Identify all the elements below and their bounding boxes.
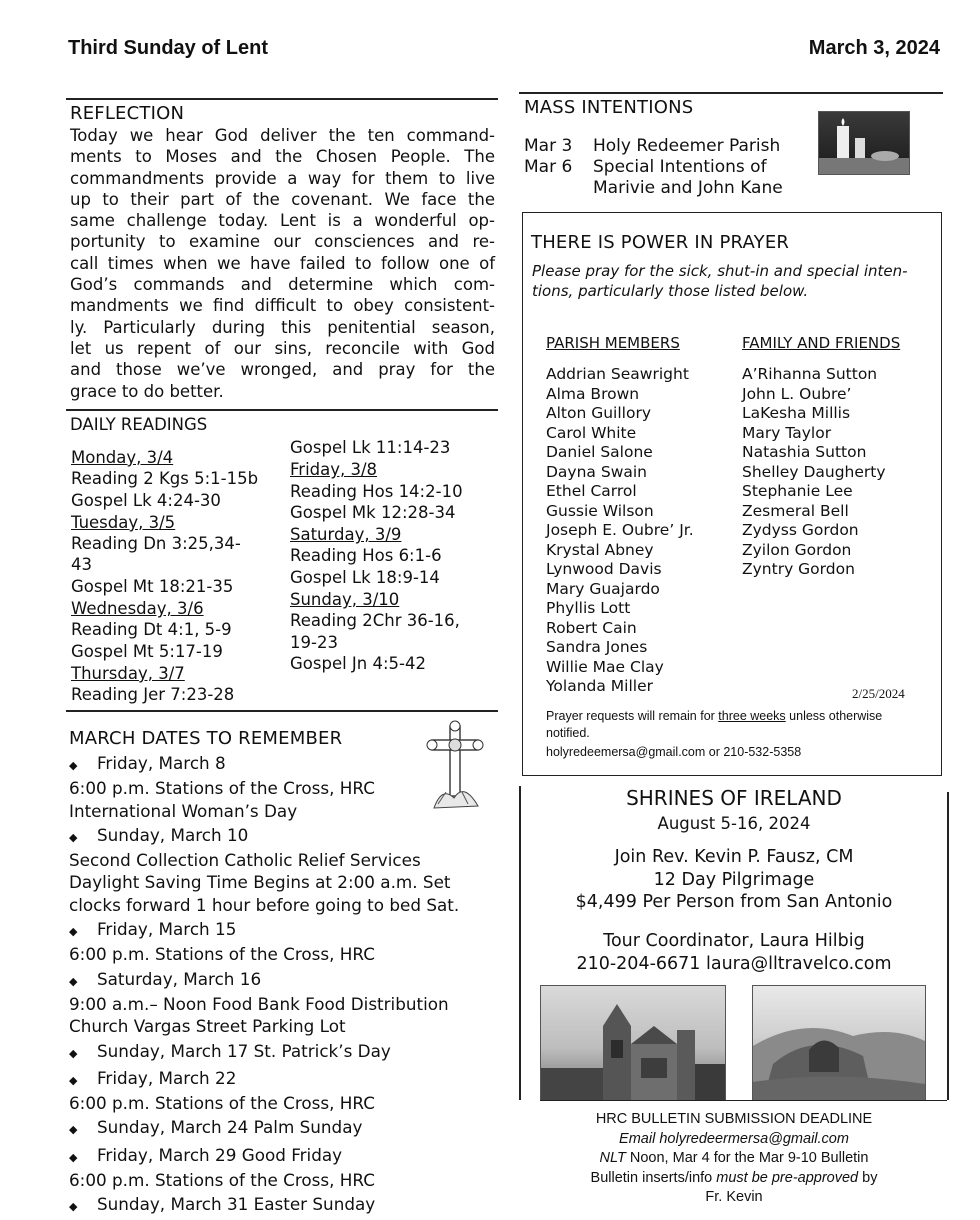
deadline-text: by	[858, 1169, 878, 1186]
bullet-diamond-icon: ◆	[69, 1123, 78, 1137]
reflection-body	[70, 125, 495, 402]
march-date-text: Friday, March 15	[97, 919, 237, 940]
bullet-diamond-icon: ◆	[69, 1200, 78, 1214]
reflection-line: ly. Particularly during this penitential season,	[70, 317, 495, 337]
reading-line: Gospel Mk 12:28-34	[290, 502, 456, 522]
prayer-name: Shelley Daugherty	[742, 462, 886, 481]
prayer-contact: holyredeemersa@gmail.com or 210-532-5358	[546, 745, 802, 759]
march-date-detail	[69, 1092, 459, 1114]
page-title: Third Sunday of Lent	[68, 37, 268, 59]
march-date-text: Friday, March 8	[97, 753, 226, 773]
prayer-name: Phyllis Lott	[546, 599, 631, 617]
prayer-name: Krystal Abney	[546, 540, 654, 559]
readings-left-column	[71, 446, 258, 706]
reading-line: Reading Hos 14:2-10	[290, 481, 463, 501]
prayer-intro-line: tions, particularly those listed below.	[532, 282, 809, 300]
reflection-line: grace to do better.	[70, 381, 224, 401]
shrines-title: SHRINES OF IRELAND	[626, 786, 842, 810]
tour-coordinator: Tour Coordinator, Laura Hilbig	[603, 931, 865, 951]
prayer-name: Zydyss Gordon	[742, 521, 859, 539]
deadline-text: Fr. Kevin	[705, 1189, 763, 1205]
prayer-intro-line: Please pray for the sick, shut-in and special inten-	[532, 262, 908, 280]
mass-intention: Holy Redeemer Parish	[593, 136, 781, 156]
mass-date: Mar 3	[524, 136, 573, 156]
reading-day-heading: Saturday, 3/9	[290, 525, 402, 545]
march-date-text: Sunday, March 31 Easter Sunday	[97, 1194, 376, 1215]
reading-day-heading: Friday, 3/8	[290, 460, 378, 480]
reflection-line: God’s commands and determine which com-	[70, 275, 495, 295]
prayer-name: Natashia Sutton	[742, 443, 867, 461]
prayer-note-text: Prayer requests will remain for	[546, 709, 719, 723]
march-date-text: 6:00 p.m. Stations of the Cross, HRC	[69, 944, 375, 965]
prayer-name: Addrian Seawright	[546, 365, 689, 383]
mass-intention-row	[524, 157, 783, 178]
march-date-detail	[69, 849, 459, 871]
reflection-line: let us repent of our sins, reconcile with God	[70, 338, 495, 358]
divider	[66, 710, 498, 712]
tour-phone-email: 210-204-6671 laura@lltravelco.com	[576, 954, 892, 974]
deadline-email: holyredeermersa@gmail.com	[659, 1130, 849, 1147]
march-date-detail	[69, 1015, 459, 1037]
march-date-item	[69, 752, 459, 777]
reading-day-heading: Tuesday, 3/5	[71, 512, 176, 532]
deadline-text: Noon, Mar 4 for the Mar 9-10 Bulletin	[625, 1150, 869, 1166]
march-dates-title: MARCH DATES TO REMEMBER	[69, 728, 343, 749]
reading-line: Reading Jer 7:23-28	[71, 685, 235, 705]
march-date-detail	[69, 777, 459, 799]
reflection-line: portunity to examine our consciences and re-	[70, 232, 495, 252]
prayer-name: Mary Taylor	[742, 423, 832, 442]
march-date-text: Sunday, March 17 St. Patrick’s Day	[97, 1040, 391, 1061]
march-date-detail	[69, 894, 459, 916]
prayer-name: Joseph E. Oubre’ Jr.	[546, 521, 694, 539]
prayer-name: John L. Oubre’	[742, 384, 852, 403]
march-date-item	[69, 1040, 459, 1065]
family-friends-list	[742, 365, 886, 580]
bullet-diamond-icon: ◆	[69, 830, 78, 844]
divider	[540, 1100, 947, 1101]
family-friends-heading: FAMILY AND FRIENDS	[742, 334, 901, 352]
prayer-name: Zesmeral Bell	[742, 501, 849, 520]
prayer-name: Mary Guajardo	[546, 579, 660, 598]
march-date-text: Saturday, March 16	[97, 968, 262, 989]
three-weeks-text: three weeks	[718, 709, 786, 723]
reflection-line: mandments we find difficult to obey consistent-	[70, 296, 495, 316]
prayer-name: Robert Cain	[546, 618, 637, 637]
reading-line: Gospel Jn 4:5-42	[290, 653, 427, 673]
bullet-diamond-icon: ◆	[69, 759, 78, 772]
march-date-item	[69, 918, 459, 943]
reflection-title: REFLECTION	[70, 103, 185, 124]
reflection-line: same challenge today. Lent is a wonderful op-	[70, 211, 495, 231]
mass-intention-row	[524, 178, 783, 199]
prayer-name: Sandra Jones	[546, 638, 648, 656]
reflection-line: ments to Moses and the Chosen People. The	[70, 147, 495, 167]
parish-members-heading: PARISH MEMBERS	[546, 334, 680, 352]
reading-line: Reading 2Chr 36-16,	[290, 611, 460, 631]
prayer-name: Zyilon Gordon	[742, 540, 852, 559]
prayer-name: Willie Mae Clay	[546, 657, 664, 676]
prayer-name: A’Rihanna Sutton	[742, 365, 878, 383]
landscape-photo	[752, 985, 926, 1101]
reading-line: Gospel Lk 4:24-30	[71, 490, 221, 510]
march-date-text: Friday, March 29 Good Friday	[97, 1144, 343, 1165]
march-date-text: 6:00 p.m. Stations of the Cross, HRC	[69, 1170, 375, 1191]
mass-intentions-list	[524, 136, 783, 199]
reflection-line: and those we’ve wronged, and pray for the	[70, 360, 495, 380]
march-date-item	[69, 1193, 459, 1218]
reading-line: 19-23	[290, 632, 338, 652]
reflection-line: up to their part of the covenant. We face the	[70, 189, 495, 209]
mass-intentions-title: MASS INTENTIONS	[524, 97, 694, 118]
parish-members-list	[546, 365, 694, 697]
reading-line: Gospel Mt 5:17-19	[71, 641, 223, 661]
prayer-note-text: notified.	[546, 726, 590, 740]
reading-day-heading: Thursday, 3/7	[71, 663, 185, 683]
divider	[947, 792, 949, 1100]
prayer-name: Alton Guillory	[546, 404, 652, 422]
shrines-line: Join Rev. Kevin P. Fausz, CM	[614, 847, 854, 867]
prayer-title: THERE IS POWER IN PRAYER	[531, 232, 790, 253]
divider	[66, 409, 498, 411]
divider	[66, 98, 498, 100]
deadline-title: HRC BULLETIN SUBMISSION DEADLINE	[595, 1111, 873, 1127]
reading-line: 43	[71, 555, 92, 575]
march-date-text: Sunday, March 10	[97, 824, 249, 845]
bullet-diamond-icon: ◆	[69, 1073, 78, 1087]
reading-line: Reading Dt 4:1, 5-9	[71, 620, 232, 640]
prayer-intro	[532, 261, 908, 301]
mass-intention: Special Intentions of	[593, 157, 767, 177]
reflection-line: call times when we have failed to follow one of	[70, 253, 495, 273]
prayer-name: Zyntry Gordon	[742, 560, 855, 578]
reflection-line: commandments provide a way for them to live	[70, 168, 495, 188]
march-date-text: clocks forward 1 hour before going to bed Sat.	[69, 894, 460, 915]
prayer-name: Alma Brown	[546, 384, 640, 403]
reading-line: Reading Hos 6:1-6	[290, 546, 442, 566]
reading-line: Gospel Lk 18:9-14	[290, 567, 440, 587]
prayer-name: LaKesha Millis	[742, 404, 851, 422]
reading-line: Reading Dn 3:25,34-	[71, 534, 241, 554]
march-date-text: 9:00 a.m.– Noon Food Bank Food Distribution	[69, 993, 449, 1014]
march-date-text: Friday, March 22	[97, 1067, 237, 1088]
march-dates-list	[69, 750, 459, 1219]
march-date-detail	[69, 1169, 459, 1191]
march-date-item	[69, 1116, 459, 1141]
prayer-note	[546, 708, 936, 761]
bullet-diamond-icon: ◆	[69, 925, 78, 939]
march-date-detail	[69, 871, 459, 893]
deadline-text: Bulletin inserts/info	[590, 1169, 717, 1186]
deadline-text: NLT	[599, 1150, 626, 1166]
deadline-text: must be pre-approved	[716, 1169, 859, 1186]
prayer-note-text: unless otherwise	[785, 709, 883, 723]
prayer-list-date: 2/25/2024	[852, 686, 905, 701]
shrines-dates: August 5-16, 2024	[657, 814, 811, 833]
shrines-line: $4,499 Per Person from San Antonio	[575, 892, 893, 912]
march-date-item	[69, 1144, 459, 1169]
reading-day-heading: Sunday, 3/10	[290, 590, 400, 610]
reading-line: Gospel Lk 11:14-23	[290, 438, 451, 457]
shrines-details	[522, 846, 946, 914]
march-date-text: International Woman’s Day	[69, 800, 298, 821]
march-date-detail	[69, 800, 459, 822]
candle-photo	[818, 111, 910, 175]
march-date-item	[69, 824, 459, 849]
mass-intention-row	[524, 136, 783, 157]
deadline-text: Email	[619, 1130, 660, 1147]
prayer-name: Lynwood Davis	[546, 560, 662, 578]
church-photo	[540, 985, 726, 1101]
reading-day-heading: Monday, 3/4	[71, 448, 174, 467]
march-date-text: 6:00 p.m. Stations of the Cross, HRC	[69, 778, 375, 799]
readings-right-column	[290, 437, 463, 674]
prayer-name: Carol White	[546, 423, 637, 442]
bullet-diamond-icon: ◆	[69, 974, 78, 988]
prayer-name: Gussie Wilson	[546, 501, 654, 520]
march-date-text: Sunday, March 24 Palm Sunday	[97, 1117, 363, 1138]
reading-line: Reading 2 Kgs 5:1-15b	[71, 469, 259, 489]
march-date-text: Second Collection Catholic Relief Services	[69, 850, 421, 871]
bullet-diamond-icon: ◆	[69, 1046, 78, 1060]
march-date-detail	[69, 943, 459, 965]
prayer-name: Ethel Carrol	[546, 482, 637, 500]
mass-intention: Marivie and John Kane	[593, 178, 783, 198]
march-date-text: Daylight Saving Time Begins at 2:00 a.m. Set	[69, 872, 451, 893]
shrines-line: 12 Day Pilgrimage	[653, 869, 815, 890]
prayer-name: Daniel Salone	[546, 443, 653, 461]
reading-line: Gospel Mt 18:21-35	[71, 576, 234, 596]
reading-day-heading: Wednesday, 3/6	[71, 599, 204, 619]
prayer-name: Yolanda Miller	[546, 677, 653, 695]
tour-contact	[522, 930, 946, 976]
march-date-item	[69, 968, 459, 993]
march-date-text: 6:00 p.m. Stations of the Cross, HRC	[69, 1093, 375, 1114]
prayer-name: Dayna Swain	[546, 462, 647, 481]
march-date-text: Church Vargas Street Parking Lot	[69, 1016, 346, 1037]
bulletin-deadline	[522, 1110, 946, 1208]
march-date-item	[69, 1067, 459, 1092]
daily-readings-title: DAILY READINGS	[70, 415, 208, 434]
page-date: March 3, 2024	[808, 37, 940, 59]
prayer-name: Stephanie Lee	[742, 482, 853, 500]
reflection-line: Today we hear God deliver the ten command-	[70, 126, 495, 145]
divider	[519, 786, 521, 1100]
divider	[519, 92, 943, 94]
march-date-detail	[69, 993, 459, 1015]
mass-date: Mar 6	[524, 157, 573, 177]
bullet-diamond-icon: ◆	[69, 1150, 78, 1164]
